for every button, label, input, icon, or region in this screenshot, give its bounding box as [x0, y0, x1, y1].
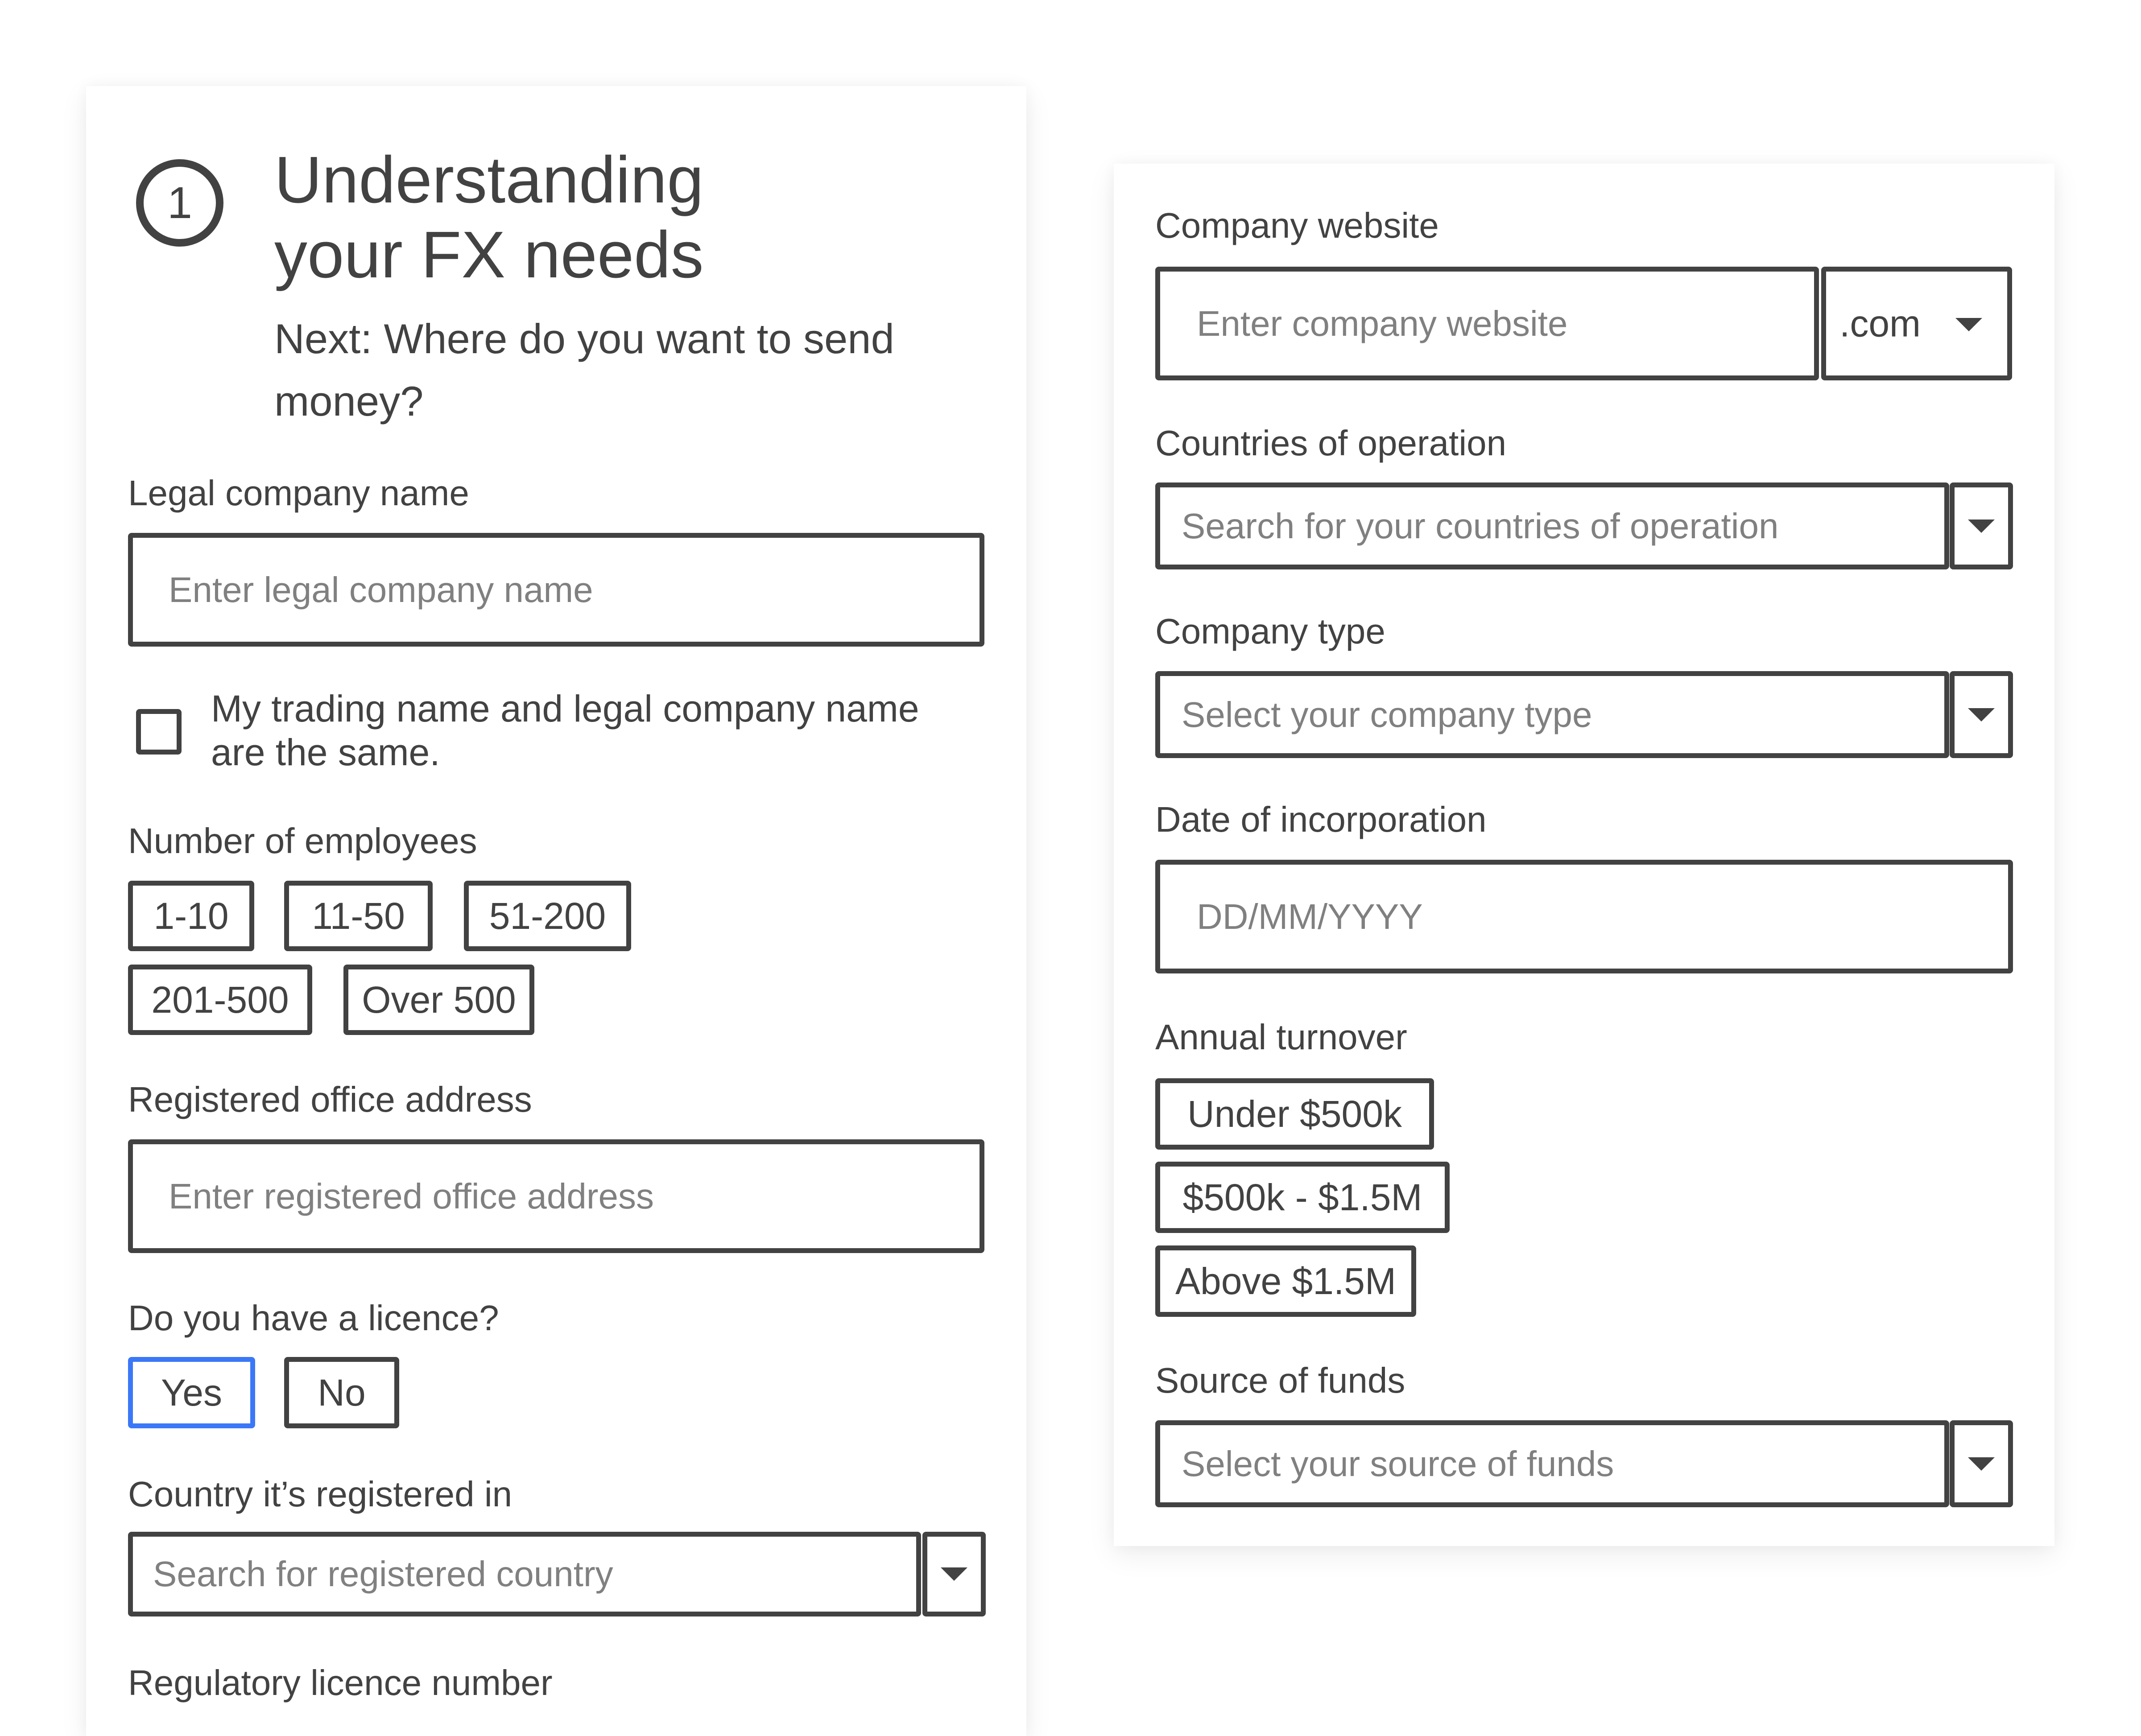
- countries-label: Countries of operation: [1155, 423, 1507, 463]
- same-name-checkbox-label: My trading name and legal company name are the same.: [211, 688, 919, 773]
- chevron-down-icon: [1955, 318, 1982, 331]
- employees-option-1-10[interactable]: 1-10: [128, 881, 254, 951]
- employees-option-201-500[interactable]: 201-500: [128, 965, 312, 1035]
- company-type-dropdown-button[interactable]: [1950, 671, 2013, 758]
- turnover-option-above-1-5m[interactable]: Above $1.5M: [1155, 1245, 1416, 1317]
- employees-label: Number of employees: [128, 821, 477, 861]
- legal-name-input[interactable]: [128, 533, 984, 647]
- page-subtitle: Next: Where do you want to send money?: [274, 315, 894, 425]
- incorporation-date-input[interactable]: [1155, 860, 2013, 973]
- source-of-funds-label: Source of funds: [1155, 1361, 1405, 1400]
- website-label: Company website: [1155, 206, 1439, 245]
- registered-country-dropdown-button[interactable]: [922, 1532, 986, 1616]
- step-number: 1: [167, 177, 192, 228]
- employees-option-51-200[interactable]: 51-200: [464, 881, 631, 951]
- chevron-down-icon: [941, 1567, 967, 1581]
- chevron-down-icon: [1968, 708, 1995, 722]
- company-type-placeholder: Select your company type: [1182, 694, 1592, 734]
- same-name-checkbox[interactable]: [136, 709, 182, 755]
- countries-placeholder: Search for your countries of operation: [1182, 506, 1779, 546]
- countries-dropdown-button[interactable]: [1950, 482, 2013, 569]
- office-address-placeholder: Enter registered office address: [169, 1176, 654, 1216]
- licence-number-label: Regulatory licence number: [128, 1663, 553, 1703]
- website-tld-select[interactable]: [1821, 267, 2012, 380]
- turnover-option-500k-1-5m[interactable]: $500k - $1.5M: [1155, 1162, 1450, 1233]
- source-of-funds-dropdown-button[interactable]: [1950, 1420, 2013, 1507]
- registered-country-search[interactable]: [128, 1532, 921, 1616]
- licence-option-no[interactable]: No: [284, 1357, 399, 1428]
- legal-name-placeholder: Enter legal company name: [169, 569, 593, 610]
- page-title: Understanding your FX needs: [274, 143, 704, 292]
- turnover-option-under-500k[interactable]: Under $500k: [1155, 1078, 1434, 1150]
- source-of-funds-select[interactable]: [1155, 1420, 1949, 1507]
- office-address-input[interactable]: [128, 1139, 984, 1253]
- chevron-down-icon: [1968, 1457, 1995, 1471]
- employees-option-over-500[interactable]: Over 500: [343, 965, 534, 1035]
- turnover-label: Annual turnover: [1155, 1017, 1407, 1057]
- source-of-funds-placeholder: Select your source of funds: [1182, 1443, 1614, 1484]
- legal-name-label: Legal company name: [128, 473, 469, 513]
- website-tld-value: .com: [1839, 302, 1921, 344]
- website-input[interactable]: [1155, 267, 1819, 380]
- office-address-label: Registered office address: [128, 1080, 532, 1119]
- registered-country-placeholder: Search for registered country: [153, 1554, 613, 1594]
- registered-country-label: Country it’s registered in: [128, 1474, 513, 1514]
- company-type-select[interactable]: [1155, 671, 1949, 758]
- chevron-down-icon: [1968, 520, 1995, 533]
- company-type-label: Company type: [1155, 611, 1385, 651]
- website-placeholder: Enter company website: [1197, 303, 1568, 343]
- incorporation-date-placeholder: DD/MM/YYYY: [1197, 896, 1423, 936]
- employees-option-11-50[interactable]: 11-50: [284, 881, 433, 951]
- countries-search[interactable]: [1155, 482, 1949, 569]
- incorporation-date-label: Date of incorporation: [1155, 800, 1487, 839]
- licence-option-yes[interactable]: Yes: [128, 1357, 255, 1428]
- licence-label: Do you have a licence?: [128, 1298, 499, 1338]
- step-badge: [136, 159, 223, 247]
